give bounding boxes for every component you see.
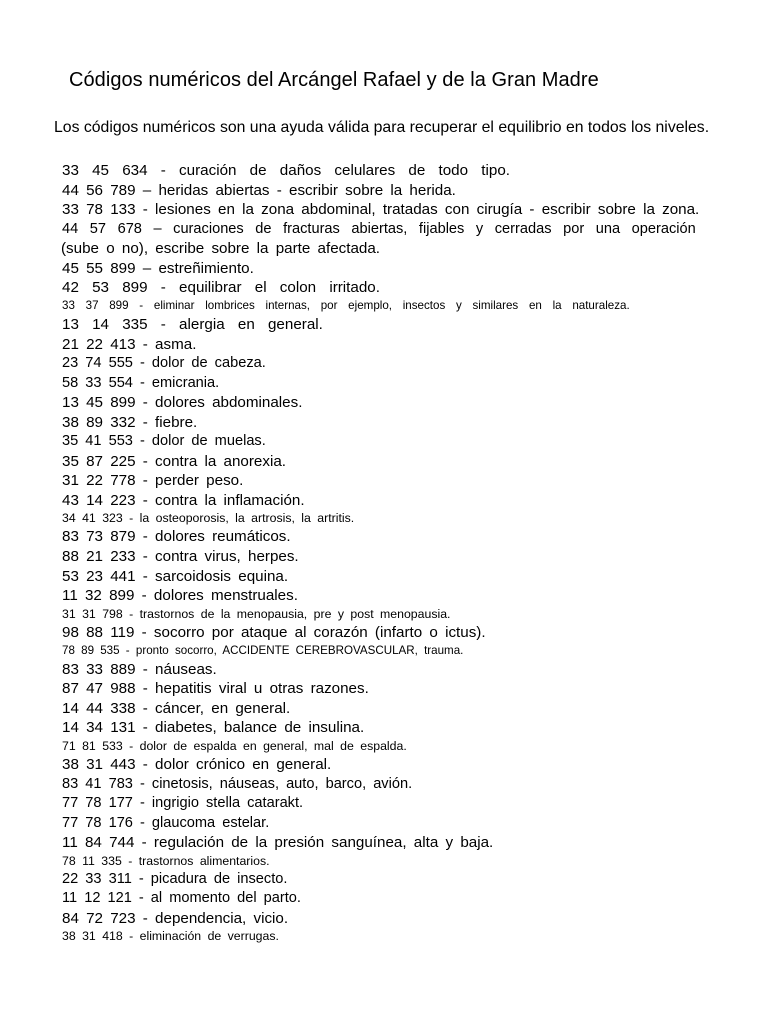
- code-line: 38 89 332 - fiebre.: [62, 413, 198, 431]
- code-line: 53 23 441 - sarcoidosis equina.: [62, 567, 289, 585]
- code-line: 44 57 678 – curaciones de fracturas abiertas, fijables y cerradas por una operación: [62, 220, 696, 237]
- code-line: 13 45 899 - dolores abdominales.: [62, 393, 303, 411]
- code-line: 77 78 177 - ingrigio stella catarakt.: [62, 795, 304, 812]
- code-line: 43 14 223 - contra la inflamación.: [62, 491, 305, 509]
- code-line: 44 56 789 – heridas abiertas - escribir sobre la herida.: [62, 181, 456, 199]
- code-line: 33 37 899 - eliminar lombrices internas, por ejemplo, insectos y similares en la naturaleza.: [62, 298, 630, 312]
- code-line: 38 31 443 - dolor crónico en general.: [62, 756, 332, 774]
- code-line: 42 53 899 - equilibrar el colon irritado.: [62, 279, 380, 297]
- code-line: 34 41 323 - la osteoporosis, la artrosis, la artritis.: [62, 511, 355, 526]
- code-line: 31 31 798 - trastornos de la menopausia, pre y post menopausia.: [62, 606, 451, 621]
- code-line: 83 33 889 - náuseas.: [62, 660, 217, 678]
- code-line: 87 47 988 - hepatitis viral u otras razones.: [62, 680, 369, 698]
- code-line: 77 78 176 - glaucoma estelar.: [62, 814, 270, 831]
- code-line: 11 12 121 - al momento del parto.: [62, 890, 301, 907]
- code-line: 84 72 723 - dependencia, vicio.: [62, 909, 289, 927]
- code-line: 45 55 899 – estreñimiento.: [62, 259, 254, 277]
- code-line: 22 33 311 - picadura de insecto.: [62, 870, 288, 887]
- code-line: 71 81 533 - dolor de espalda en general, mal de espalda.: [62, 739, 407, 753]
- code-line: 98 88 119 - socorro por ataque al corazón (infarto o ictus).: [62, 624, 486, 642]
- code-line: 13 14 335 - alergia en general.: [62, 315, 323, 333]
- code-line: 35 87 225 - contra la anorexia.: [62, 452, 287, 470]
- code-line: 88 21 233 - contra virus, herpes.: [62, 548, 299, 566]
- code-line: 33 78 133 - lesiones en la zona abdominal, tratadas con cirugía - escribir sobre la zona.: [62, 201, 700, 219]
- code-line: 78 89 535 - pronto socorro, ACCIDENTE CEREBROVASCULAR, trauma.: [62, 643, 464, 657]
- code-line: 78 11 335 - trastornos alimentarios.: [62, 853, 270, 868]
- code-line: 11 84 744 - regulación de la presión sanguínea, alta y baja.: [62, 833, 494, 851]
- code-line: (sube o no), escribe sobre la parte afectada.: [61, 240, 381, 258]
- code-line: 14 44 338 - cáncer, en general.: [62, 699, 291, 717]
- code-line: 11 32 899 - dolores menstruales.: [62, 587, 298, 605]
- document-title: Códigos numéricos del Arcángel Rafael y de la Gran Madre: [69, 69, 599, 91]
- code-line: 23 74 555 - dolor de cabeza.: [62, 355, 266, 372]
- code-line: 31 22 778 - perder peso.: [62, 472, 244, 490]
- code-line: 83 73 879 - dolores reumáticos.: [62, 528, 291, 546]
- code-line: 38 31 418 - eliminación de verrugas.: [62, 929, 279, 944]
- code-line: 21 22 413 - asma.: [62, 335, 197, 353]
- code-line: 14 34 131 - diabetes, balance de insulina.: [62, 719, 365, 737]
- code-line: 33 45 634 - curación de daños celulares de todo tipo.: [62, 162, 510, 179]
- code-list: [62, 161, 762, 945]
- code-line: 58 33 554 - emicrania.: [62, 374, 220, 391]
- code-line: 83 41 783 - cinetosis, náuseas, auto, barco, avión.: [62, 775, 413, 792]
- code-line: 35 41 553 - dolor de muelas.: [62, 433, 266, 450]
- intro-paragraph: Los códigos numéricos son una ayuda válida para recuperar el equilibrio en todos los niveles.: [54, 119, 710, 136]
